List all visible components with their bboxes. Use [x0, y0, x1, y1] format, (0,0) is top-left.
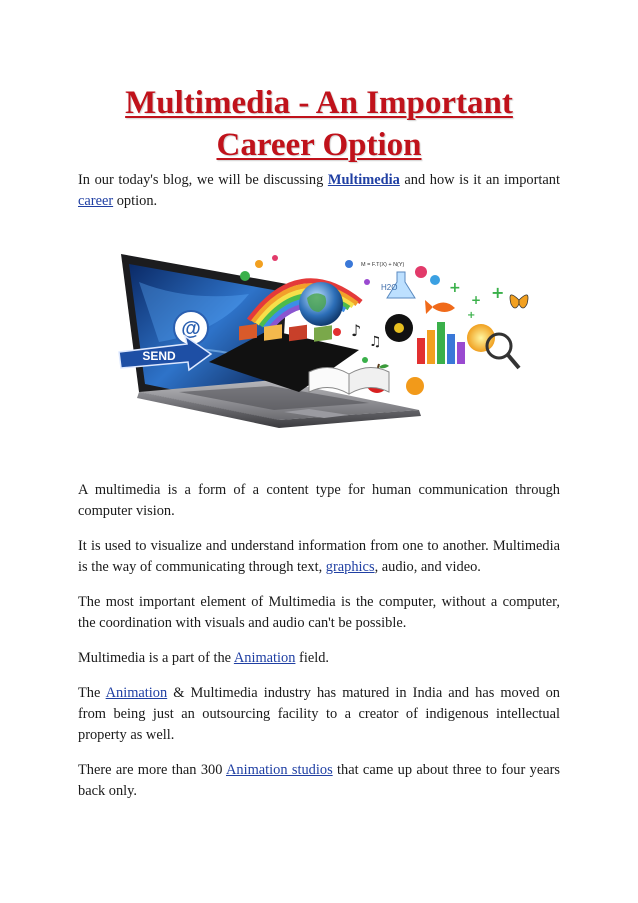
at-symbol: @ [181, 318, 201, 340]
bar-graph-icon [417, 322, 465, 364]
fish-icon [425, 300, 455, 314]
document-page [78, 70, 560, 802]
animation-studios-link[interactable]: Animation studios [225, 762, 333, 778]
paragraph-communication [78, 536, 560, 578]
intro-text-2: and how is it an important [399, 172, 560, 188]
globe-icon [299, 282, 343, 326]
send-label: SEND [142, 349, 176, 363]
intro-paragraph [78, 170, 560, 212]
svg-text:+: + [471, 293, 482, 307]
paragraph-animation-field [78, 648, 560, 669]
title-line-2: Career Option [216, 127, 422, 163]
illustration-svg [99, 242, 539, 452]
chemistry-flask-icon [381, 266, 440, 298]
animation-link-2[interactable]: Animation [105, 685, 168, 701]
para6-text-1: There are more than 300 [78, 762, 226, 778]
para2-text-2: , audio, and video. [374, 559, 481, 575]
plus-sign-icon [449, 280, 504, 321]
para6-text-2: that came up about three to four years back only. [78, 762, 561, 799]
svg-text:+: + [467, 310, 476, 321]
paragraph-definition: A multimedia is a form of a content type for human communication through computer vision. [78, 482, 560, 519]
intro-text-3: option. [113, 193, 158, 209]
orange-icon [406, 377, 424, 395]
vinyl-record-icon [385, 314, 413, 342]
svg-text:+: + [491, 283, 505, 302]
svg-text:♫: ♫ [369, 334, 382, 350]
paragraph-computer: The most important element of Multimedia is the computer, without a computer, the coordination with visuals and audio can't be possible. [78, 594, 560, 631]
multimedia-laptop-illustration [99, 242, 539, 452]
svg-text:+: + [449, 280, 461, 296]
svg-text:♪: ♪ [351, 321, 362, 340]
intro-text-1: In our today's blog, we will be discussing [78, 172, 328, 188]
h2o-text: H2O [381, 283, 398, 292]
multimedia-link[interactable]: Multimedia [327, 172, 400, 188]
music-note-icon [351, 321, 382, 350]
butterfly-icon [510, 295, 528, 308]
title-line-1: Multimedia - An Important [125, 85, 513, 121]
graphics-link[interactable]: graphics [325, 559, 375, 575]
para5-text-1: The [78, 685, 106, 701]
page-title [78, 82, 560, 166]
paragraph-industry [78, 683, 560, 746]
para4-text-1: Multimedia is a part of the [78, 650, 234, 666]
career-link[interactable]: career [78, 193, 114, 209]
paragraph-studios [78, 760, 560, 802]
para4-text-2: field. [295, 650, 330, 666]
animation-link-1[interactable]: Animation [233, 650, 296, 666]
formula-text: M = F.T(X) + N(Y) [361, 262, 405, 268]
para2-text-1: It is used to visualize and understand information from one to another. Multimedia is the way of communicating through text, [78, 538, 560, 575]
para5-text-2: & Multimedia industry has matured in India and has moved on from being just an outsourcing facility to a creator of indigenous intellectual property as well. [78, 685, 560, 743]
